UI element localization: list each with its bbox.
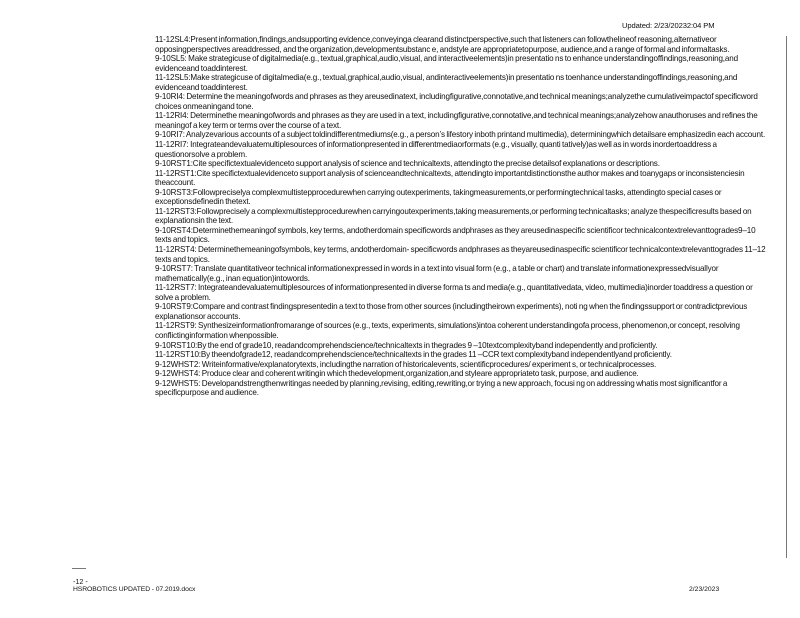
updated-timestamp: Updated: 2/23/20232:04 PM: [622, 21, 715, 30]
standard-item: 9-12WHST5: Developandstrengthenwritingas needed by planning,revising, editing,rewriting,or trying a new approach, focusi ng on addressing whatis most significantfor a specificpurpose and audience.: [155, 378, 728, 398]
standard-item: 11-12RST3:Followprecisely a complexmultistepprocedurewhen carryingoutexperiments,taking measurements,or performing technicaltasks; analyze thespecificresults based on explanationsin the text.: [155, 206, 752, 226]
standards-list: [155, 35, 772, 398]
standard-item: 11-12RST7: Integrateandevaluatemultiplesources of informationpresented in diverse forma ts and media(e.g., quantitativedata, video, multimedia)inorder toaddress a question or solve a problem.: [155, 283, 753, 302]
footer-filename: HSROBOTICS UPDATED - 07.2019.docx: [73, 586, 196, 593]
standard-item: 11-12SL4:Present information,findings,andsupporting evidence,conveyinga clearand distinctperspective,such that listeners can followthelineof reasoning,alternativeor opposingperspectives areaddressed, and the organization,developmentsubstanc e, andstyle are appropriatetopurpose, audience,and a range of formal and informaltasks.: [155, 35, 730, 54]
standard-item: 9-10RST4:Determinethemeaningof symbols, key terms, andotherdomain specificwords andphrases as they areusedinaspecific scientificor technicalcontextrelevanttogrades9–10 texts and topics.: [155, 225, 756, 245]
standard-item: 9-12WHST4: Produce clear and coherent writingin which thedevelopment,organization,and styleare appropriateto task, purpose, and audience.: [155, 369, 639, 379]
standard-item: 9-10RST3:Followpreciselya complexmultistepprocedurewhen carrying outexperiments, takingmeasurements,or performingtechnical tasks, attendingto special cases or exceptionsdefinedin thetext.: [155, 187, 722, 207]
footer-rule: [72, 568, 86, 569]
standard-item: 11-12SL5:Make strategicuse of digitalmedia(e.g., textual,graphical,audio,visual, andinteractiveelements)in presentatio ns toenhance understandingoffindings,reasoning,and evidenceand toaddinterest.: [155, 73, 738, 92]
page-number: -12 -: [73, 577, 88, 586]
standard-item: 9-10RST9:Compare and contrast findingspresentedin a text to those from other sources (includingtheirown experiments), noti ng when the findingssupport or contradictprevious explanationsor accounts.: [155, 302, 748, 321]
standard-item: 9-10RST10:By the end of grade10, readandcomprehendscience/technicaltexts in thegrades 9 –10textcomplexityband independently and proficiently.: [155, 340, 658, 350]
footer-date: 2/23/2023: [689, 586, 720, 593]
standard-item: 9-10RST1:Cite specifictextualevidenceto support analysis of science and technicaltexts, attendingto the precise detailsof explanations or descriptions.: [155, 159, 660, 169]
standard-item: 9-10SL5: Make strategicuse of digitalmedia(e.g., textual,graphical,audio,visual, and interactiveelements)in presentatio ns to enhance understandingoffindings,reasoning,and evidenceand toaddinterest.: [155, 54, 738, 73]
standard-item: 9-10RI7: Analyzevarious accounts of a subject toldindifferentmediums(e.g., a person’s lifestory inboth printand multimedia), determiningwhich detailsare emphasizedin each account.: [155, 130, 766, 140]
standard-item: 11-12RST9: Synthesizeinformationfromarange of sources (e.g., texts, experiments, simulations)intoa coherent understandingofa process, phenomenon,or concept, resolving conflictinginformation whenpossible.: [155, 321, 740, 340]
standard-item: 9-10RI4: Determine the meaningofwords and phrases as they areusedinatext, includingfigurative,connotative,and technical meanings;analyzethe cumulativeimpactof specificword choices onmeaningand tone.: [155, 92, 758, 111]
standard-item: 11-12RST10:By theendofgrade12, readandcomprehendscience/technicaltexts in the grades 11 –CCR text complexityband independentlyand proficiently.: [155, 350, 672, 360]
standard-item: 11-12RST4: Determinethemeaningofsymbols, key terms, andotherdomain- specificwords andphrases as theyareusedinaspecific scientificor technicalcontextrelevanttogrades 11–12 texts and topics.: [155, 245, 766, 264]
standard-item: 9-10RST7: Translate quantitativeor technical informationexpressed in words in a text into visual form (e.g., a table or chart) and translate informationexpressedvisuallyor mathematically(e.g., inan equation)intowords.: [155, 264, 719, 283]
standard-item: 9-12WHST2: Writeinformative/explanatorytexts, includingthe narration of historicalevents, scientificprocedures/ experiment s, or technicalprocesses.: [155, 359, 657, 369]
margin-change-bar: [786, 36, 787, 558]
standard-item: 11-12RI7: Integrateandevaluatemultiplesources of informationpresented in differentmediaorformats (e.g., visually, quanti tatively)as well as in words inordertoaddress a questionorsolve a problem.: [155, 140, 717, 159]
standard-item: 11-12RI4: Determinethe meaningofwords and phrases as they are used in a text, includingfigurative,connotative,and technical meanings;analyzehow anauthoruses and refines the meaningof a key term or terms over the course of a text.: [155, 111, 758, 130]
standard-item: 11-12RST1:Cite specifictextualevidenceto support analysis of scienceandtechnicaltexts, attendingto importantdistinctionsthe author makes and toanygaps or inconsistenciesin theaccount.: [155, 168, 745, 188]
